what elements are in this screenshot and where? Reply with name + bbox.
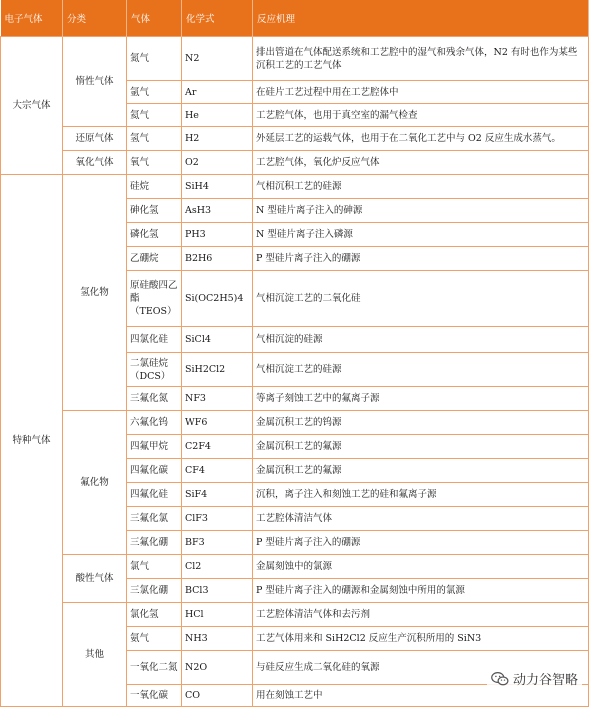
gas-formula: H2 — [182, 127, 253, 151]
header-electronic-gas: 电子气体 — [1, 0, 63, 37]
gas-mechanism: 金属沉积工艺的钨源 — [253, 411, 589, 435]
gas-mechanism: 排出管道在气体配送系统和工艺腔中的湿气和残余气体，N2 有时也作为某些沉积工艺的工艺气体 — [253, 37, 589, 81]
gas-formula: He — [182, 104, 253, 127]
gas-name: 三氯化硼 — [127, 579, 182, 603]
gas-mechanism: 外延层工艺的运载气体，也用于在二氧化工艺中与 O2 反应生成水蒸气。 — [253, 127, 589, 151]
gas-mechanism: P 型硅片离子注入的硼源 — [253, 531, 589, 555]
gas-mechanism: 用在刻蚀工艺中 — [253, 685, 589, 707]
gas-formula: ClF3 — [182, 507, 253, 531]
gas-mechanism: 工艺腔体清洁气体和去污剂 — [253, 603, 589, 627]
gas-mechanism: 气相沉淀工艺的硅源 — [253, 353, 589, 387]
gas-mechanism: 与硅反应生成二氧化硅的氧源 — [253, 651, 589, 685]
gas-name: 四氟化硅 — [127, 483, 182, 507]
gas-name: 磷化氢 — [127, 223, 182, 247]
gas-formula: NH3 — [182, 627, 253, 651]
gas-formula: HCl — [182, 603, 253, 627]
gas-formula: PH3 — [182, 223, 253, 247]
category-hydride: 氢化物 — [63, 175, 127, 411]
gas-name: 砷化氢 — [127, 199, 182, 223]
gas-name: 氯气 — [127, 555, 182, 579]
table-row — [1, 411, 589, 435]
gas-name: 氧气 — [127, 151, 182, 175]
gas-formula: SiH2Cl2 — [182, 353, 253, 387]
table-row — [1, 175, 589, 199]
wechat-icon — [491, 671, 509, 687]
gas-formula: Ar — [182, 81, 253, 104]
gas-mechanism: 金属沉积工艺的氟源 — [253, 435, 589, 459]
header-category: 分类 — [63, 0, 127, 37]
gas-formula: CO — [182, 685, 253, 707]
gas-mechanism: 金属沉积工艺的氟源 — [253, 459, 589, 483]
gas-formula: NF3 — [182, 387, 253, 411]
table-row — [1, 37, 589, 81]
gas-name: 四氟化碳 — [127, 459, 182, 483]
header-formula: 化学式 — [182, 0, 253, 37]
category-reducing: 还原气体 — [63, 127, 127, 151]
gas-formula: SiH4 — [182, 175, 253, 199]
watermark — [487, 667, 582, 690]
gas-formula: WF6 — [182, 411, 253, 435]
gas-name: 一氧化二氮 — [127, 651, 182, 685]
category-acid: 酸性气体 — [63, 555, 127, 603]
watermark-text: 动力谷智略 — [512, 673, 578, 688]
gas-name: 二氯硅烷（DCS） — [127, 353, 182, 387]
gas-name: 三氟化氯 — [127, 507, 182, 531]
gas-mechanism: 气相沉淀工艺的二氧化硅 — [253, 271, 589, 327]
gas-mechanism: 在硅片工艺过程中用在工艺腔体中 — [253, 81, 589, 104]
gas-name: 一氧化碳 — [127, 685, 182, 707]
gas-formula: N2O — [182, 651, 253, 685]
category-other: 其他 — [63, 603, 127, 707]
gas-mechanism: N 型硅片离子注入的砷源 — [253, 199, 589, 223]
header-mechanism: 反应机理 — [253, 0, 589, 37]
gas-name: 乙硼烷 — [127, 247, 182, 271]
gas-name: 氮气 — [127, 37, 182, 81]
gas-name: 氨气 — [127, 627, 182, 651]
category-inert: 惰性气体 — [63, 37, 127, 127]
gas-mechanism: P 型硅片离子注入的硼源和金属刻蚀中所用的氯源 — [253, 579, 589, 603]
gas-name: 四氯化硅 — [127, 327, 182, 353]
header-gas: 气体 — [127, 0, 182, 37]
gas-formula: SiCl4 — [182, 327, 253, 353]
table-row — [1, 555, 589, 579]
gas-mechanism: 工艺气体用来和 SiH2Cl2 反应生产沉积所用的 SiN3 — [253, 627, 589, 651]
table-row — [1, 151, 589, 175]
category-oxidizing: 氧化气体 — [63, 151, 127, 175]
gas-mechanism: 气相沉积工艺的硅源 — [253, 175, 589, 199]
gas-name: 三氟化氮 — [127, 387, 182, 411]
gas-mechanism: 气相沉淀的硅源 — [253, 327, 589, 353]
gas-mechanism: 工艺腔体清洁气体 — [253, 507, 589, 531]
gas-formula: BCl3 — [182, 579, 253, 603]
gas-name: 氯化氢 — [127, 603, 182, 627]
gas-formula: BF3 — [182, 531, 253, 555]
gas-name: 原硅酸四乙酯（TEOS） — [127, 271, 182, 327]
gas-mechanism: 工艺腔气体，氧化炉反应气体 — [253, 151, 589, 175]
gas-formula: CF4 — [182, 459, 253, 483]
group-special: 特种气体 — [1, 175, 63, 707]
gas-formula: Cl2 — [182, 555, 253, 579]
gas-formula: Si(OC2H5)4 — [182, 271, 253, 327]
gas-name: 氦气 — [127, 104, 182, 127]
gas-formula: C2F4 — [182, 435, 253, 459]
gas-name: 六氟化钨 — [127, 411, 182, 435]
gas-mechanism: P 型硅片离子注入的硼源 — [253, 247, 589, 271]
gas-formula: SiF4 — [182, 483, 253, 507]
gas-name: 硅烷 — [127, 175, 182, 199]
gas-formula: O2 — [182, 151, 253, 175]
gas-formula: AsH3 — [182, 199, 253, 223]
gas-mechanism: 沉积，离子注入和刻蚀工艺的硅和氟离子源 — [253, 483, 589, 507]
gas-name: 氩气 — [127, 81, 182, 104]
gas-name: 三氟化硼 — [127, 531, 182, 555]
table-row — [1, 127, 589, 151]
gas-name: 四氟甲烷 — [127, 435, 182, 459]
gas-mechanism: 金属刻蚀中的氯源 — [253, 555, 589, 579]
gas-formula: N2 — [182, 37, 253, 81]
gas-formula: B2H6 — [182, 247, 253, 271]
gas-name: 氢气 — [127, 127, 182, 151]
group-bulk: 大宗气体 — [1, 37, 63, 175]
gas-mechanism: 工艺腔气体，也用于真空室的漏气检查 — [253, 104, 589, 127]
gas-mechanism: 等离子刻蚀工艺中的氟离子源 — [253, 387, 589, 411]
gas-mechanism: N 型硅片离子注入磷源 — [253, 223, 589, 247]
table-header-row — [1, 0, 589, 37]
category-fluoride: 氟化物 — [63, 411, 127, 555]
table-row — [1, 603, 589, 627]
